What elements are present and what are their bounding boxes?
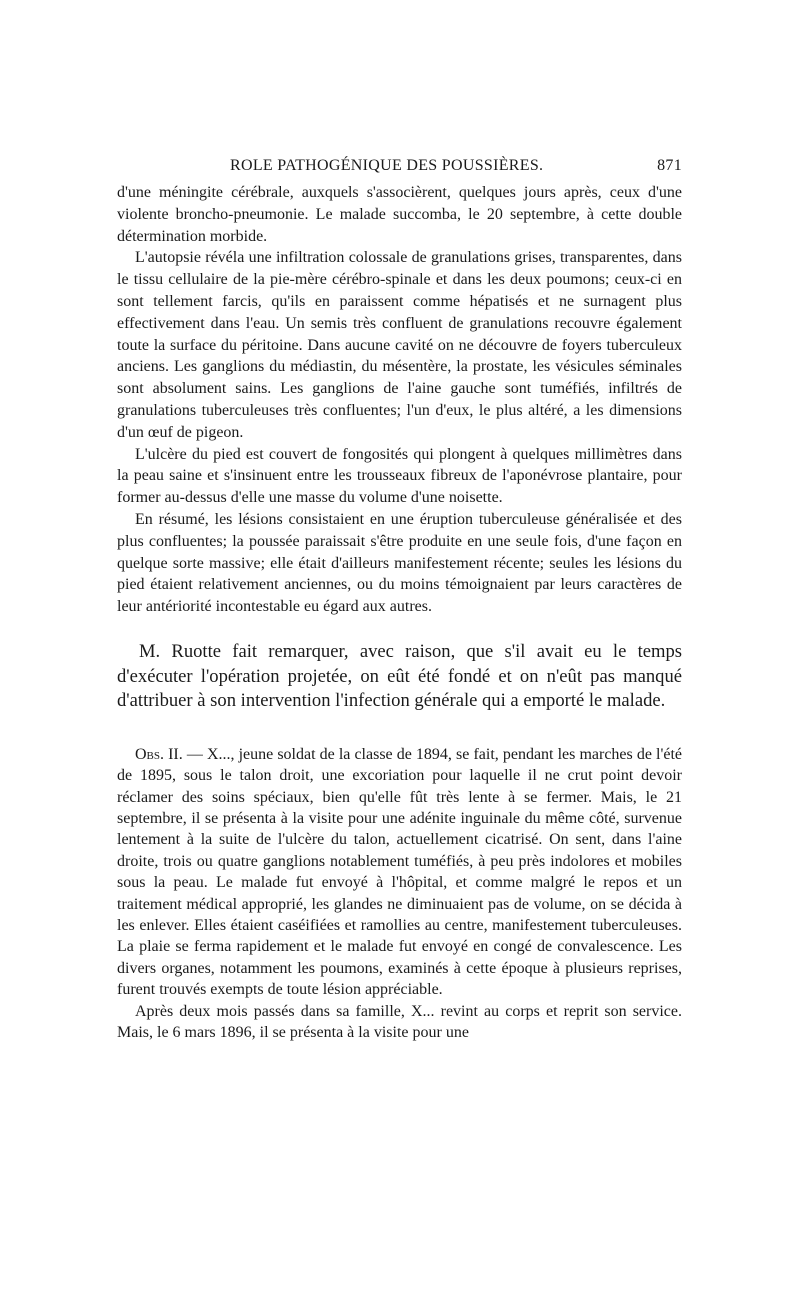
paragraph-ulcer: L'ulcère du pied est couvert de fongosités qui plongent à quelques millimètres dans la peau saine et s'insinuent entre les trousseaux fibreux de l'aponévrose plantaire, pour former au-dessus d'elle une masse du volume d'une noisette.	[117, 445, 682, 507]
paragraph-continuation: d'une méningite cérébrale, auxquels s'associèrent, quelques jours après, ceux d'une violente broncho-pneumonie. Le malade succomba, le 20 septembre, à cette double détermination morbide.	[117, 184, 682, 245]
observation-text: — X..., jeune soldat de la classe de 1894, se fait, pendant les marches de l'été de 1895, sous le talon droit, une excoriation pour laquelle il ne crut point devoir réclamer des soins spéciaux, bien qu'elle fût très lente à se fermer. Mais, le 21 septembre, il se présenta à la visite pour une adénite inguinale du même côté, survenue lentement à la suite de l'ulcère du talon, actuellement cicatrisé. On sent, dans l'aine droite, trois ou quatre ganglions notablement tuméfiés, à peu près indolores et mobiles sous la peau. Le malade fut envoyé à l'hôpital, et comme malgré le repos et un traitement médical approprié, les glandes ne diminuaient pas de volume, on se décida à les enlever. Elles étaient caséifiées et ramollies au centre, manifestement tuberculeuses. La plaie se ferma rapidement et le malade fut envoyé en congé de convalescence. Les divers organes, notamment les poumons, examinés à cette époque à plusieurs reprises, furent trouvés exempts de toute lésion appréciable.	[117, 745, 683, 999]
observation-label: Obs. II.	[135, 745, 183, 763]
paragraph-summary: En résumé, les lésions consistaient en une éruption tuberculeuse généralisée et des plus confluentes; la poussée paraissait s'être produite en une seule fois, d'une façon en quelque sorte massive; elle était d'ailleurs manifestement récente; seules les lésions du pied étaient relativement anciennes, ou du moins témoignaient par leurs caractères de leur antériorité incontestable eu égard aux autres.	[117, 510, 682, 616]
observation-paragraph-2: Après deux mois passés dans sa famille, X... revint au corps et reprit son service. Mais, le 6 mars 1896, il se présenta à la visite pour une	[117, 1002, 682, 1041]
running-head	[117, 152, 682, 182]
case-report-body	[117, 182, 682, 618]
book-page	[117, 152, 682, 1043]
paragraph-autopsy: L'autopsie révéla une infiltration colossale de granulations grises, transparentes, dans le tissu cellulaire de la pie-mère cérébro-spinale et dans les deux poumons; ceux-ci en sont tellement farcis, qu'ils en paraissent comme hépatisés et ne surnagent plus effectivement dans l'eau. Un semis très confluent de granulations recouvre également toute la surface du péritoine. Dans aucune cavité on ne découvre de foyers tuberculeux anciens. Les ganglions du médiastin, du mésentère, la prostate, les vésicules séminales sont absolument sains. Les ganglions de l'aine gauche sont tuméfiés, infiltrés de granulations tuberculeuses très confluentes; l'un d'eux, le plus altéré, a les dimensions d'un œuf de pigeon.	[117, 249, 682, 441]
observation-section	[117, 744, 682, 1044]
remark-section	[117, 640, 682, 714]
remark-paragraph: M. Ruotte fait remarquer, avec raison, que s'il avait eu le temps d'exécuter l'opération projetée, on eût été fondé et on n'eût pas manqué d'attribuer à son intervention l'infection générale qui a emporté le malade.	[117, 640, 682, 712]
observation-paragraph	[117, 744, 682, 1001]
running-title: ROLE PATHOGÉNIQUE DES POUSSIÈRES.	[230, 157, 544, 174]
page-number: 871	[657, 157, 682, 174]
